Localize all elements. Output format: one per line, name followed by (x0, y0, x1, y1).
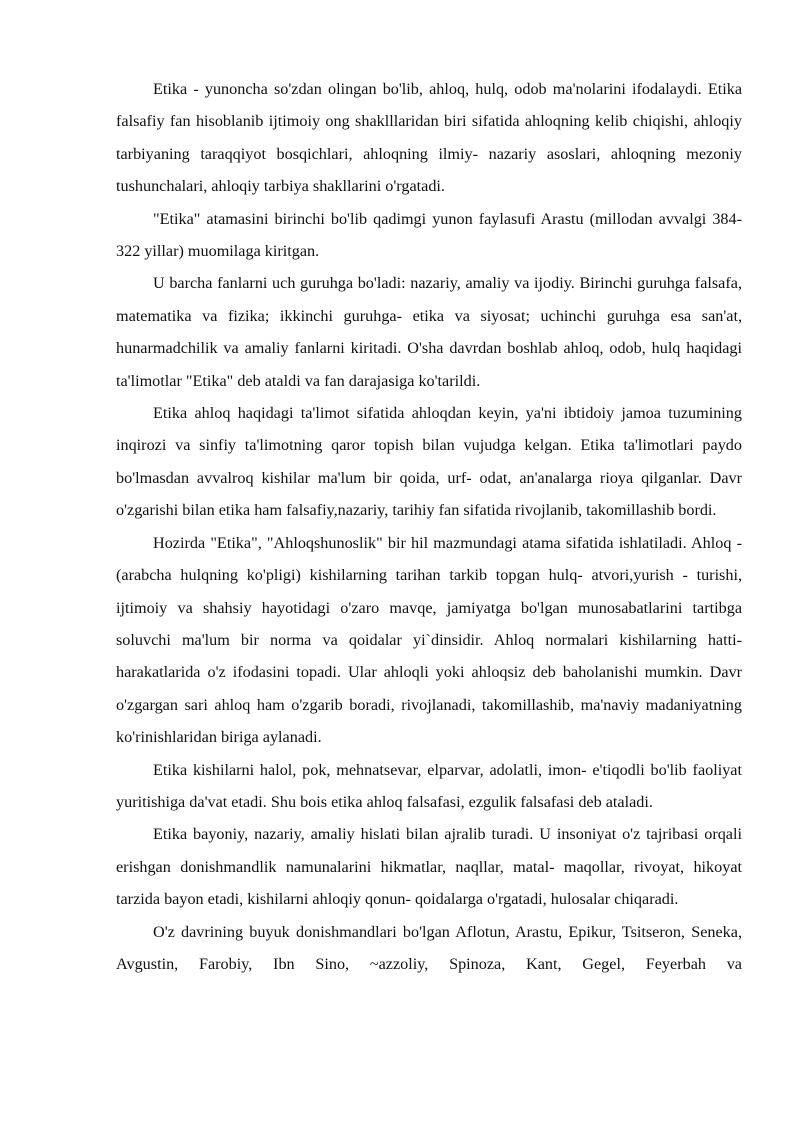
paragraph-arastu-term: "Etika" atamasini birinchi bo'lib qadimgi yunon faylasufi Arastu (millodan avvalgi 384-322 yillar) muomilaga kiritgan. (116, 209, 742, 261)
paragraph-etika-definition: Etika - yunoncha so'zdan olingan bo'lib, ahloq, hulq, odob ma'nolarini ifodalaydi. Etika falsafiy fan hisoblanib ijtimoiy ong shaklllaridan biri sifatida ahloqning kelib chiqishi, ahloqiy tarbiyaning taraqqiyot bosqichlari, ahloqning ilmiy- nazariy asoslari, ahloqning mezoniy tushunchalari, ahloqiy tarbiya shakllarini o'rgatadi. (116, 80, 742, 196)
paragraph-etika-call: Etika kishilarni halol, pok, mehnatsevar, elparvar, adolatli, imon- e'tiqodli bo'lib faoliyat yuritishiga da'vat etadi. Shu bois etika ahloq falsafasi, ezgulik falsafasi deb ataladi. (116, 760, 742, 811)
paragraph-etika-features: Etika bayoniy, nazariy, amaliy hislati bilan ajralib turadi. U insoniyat o'z tajribasi orqali erishgan donishmandlik namunalarini hikmatlar, naqllar, matal- maqollar, rivoyat, hikoyat tarzida bayon etadi, kishilarni ahloqiy qonun- qoidalarga o'rgatadi, hulosalar chiqaradi. (116, 825, 742, 909)
paragraph-great-thinkers: O'z davrining buyuk donishmandlari bo'lgan Aflotun, Arastu, Epikur, Tsitseron, Seneka, Avgustin, Farobiy, Ibn Sino, ~azzoliy, Spinoza, Kant, Gegel, Feyerbah va (116, 922, 742, 973)
document-body (116, 73, 742, 980)
paragraph-ahloq-definition: Hozirda "Etika", "Ahloqshunoslik" bir hil mazmundagi atama sifatida ishlatiladi. Ahloq - (arabcha hulqning ko'pligi) kishilarning tarihan tarkib topgan hulq- atvori,yurish - turishi, ijtimoiy va shahsiy hayotidagi o'zaro mavqe, jamiyatga bo'lgan munosabatlarini tartibga soluvchi ma'lum bir norma va qoidalar yi`dinsidir. Ahloq normalari kishilarning hatti- harakatlarida o'z ifodasini topadi. Ular ahloqli yoki ahloqsiz deb baholanishi mumkin. Davr o'zgargan sari ahloq ham o'zgarib boradi, rivojlanadi, takomillashib, ma'naviy madaniyatning ko'rinishlaridan biriga aylanadi. (116, 533, 742, 747)
paragraph-science-groups: U barcha fanlarni uch guruhga bo'ladi: nazariy, amaliy va ijodiy. Birinchi guruhga falsafa, matematika va fizika; ikkinchi guruhga- etika va siyosat; uchinchi guruhga esa san'at, hunarmadchilik va amaliy fanlarni kiritadi. O'sha davrdan boshlab ahloq, odob, hulq haqidagi ta'limotlar "Etika" deb ataldi va fan darajasiga ko'tarildi. (116, 274, 742, 390)
paragraph-etika-origin: Etika ahloq haqidagi ta'limot sifatida ahloqdan keyin, ya'ni ibtidoiy jamoa tuzumining inqirozi va sinfiy ta'limotning qaror topish bilan vujudga kelgan. Etika ta'limotlari paydo bo'lmasdan avvalroq kishilar ma'lum bir qoida, urf- odat, an'analarga rioya qilganlar. Davr o'zgarishi bilan etika ham falsafiy,nazariy, tarihiy fan sifatida rivojlanib, takomillashib bordi. (116, 404, 742, 520)
